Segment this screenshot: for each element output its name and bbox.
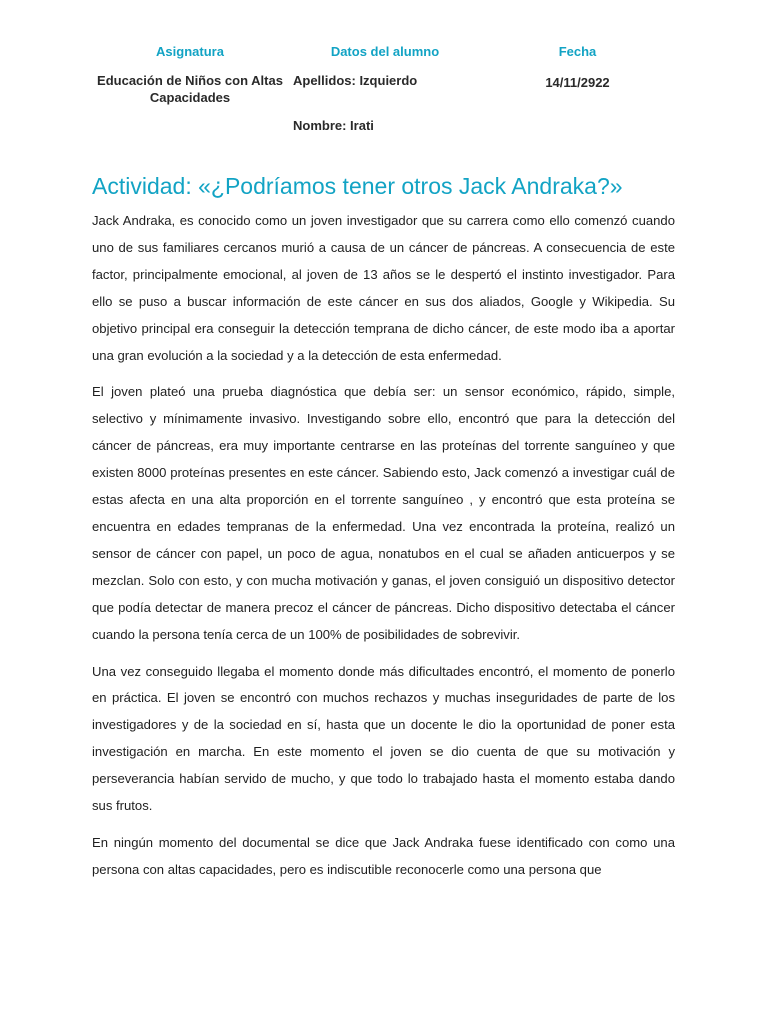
student-surname: Apellidos: Izquierdo — [293, 73, 418, 88]
student-name: Nombre: Irati — [293, 118, 374, 133]
paragraph: Una vez conseguido llegaba el momento donde más dificultades encontró, el momento de ponerlo en práctica. El joven se encontró con muchos rechazos y muchas inseguridades de parte de los investigadores y de la sociedad en sí, hasta que un docente le dio la oportunidad de poner esta investigación en marcha. En este momento el joven se dio cuenta de que su motivación y perseverancia habían servido de mucho, y que todo lo trabajado hasta el momento estaba dando sus frutos. — [92, 663, 675, 814]
subject-value: Educación de Niños con Altas Capacidades — [97, 73, 283, 105]
paragraph: El joven plateó una prueba diagnóstica que debía ser: un sensor económico, rápido, simple, selectivo y mínimamente invasivo. Investigando sobre ello, encontró que para la detección del cáncer de páncreas, era muy importante centrarse en las proteínas del torrente sanguíneo y que existen 8000 proteínas presentes en este cáncer. Sabiendo esto, Jack comenzó a investigar cuál de estas afecta en una alta proporción en el torrente sanguíneo , y encontró que esta proteína se encuentra en edades tempranas de la enfermedad. Una vez encontrada la proteína, realizó un sensor de cáncer con papel, un poco de agua, nonatubos en el cual se añaden anticuerpos y se mezclan. Solo con esto, y con mucha motivación y ganas, el joven consiguió un dispositivo detector que podía detectar de manera precoz el cáncer de páncreas. Dicho dispositivo detectaba el cáncer cuando la persona tenía cerca de un 100% de posibilidades de sobrevivir. — [92, 384, 675, 642]
document-body — [92, 208, 675, 894]
activity-title: Actividad: «¿Podríamos tener otros Jack Andraka?» — [92, 173, 623, 200]
date-label: Fecha — [558, 44, 597, 59]
paragraph: En ningún momento del documental se dice que Jack Andraka fuese identificado con como una persona con altas capacidades, pero es indiscutible reconocerle como una persona que — [92, 834, 675, 877]
subject-label: Asignatura — [156, 44, 224, 59]
paragraph: Jack Andraka, es conocido como un joven investigador que su carrera como ello comenzó cuando uno de sus familiares cercanos murió a causa de un cáncer de páncreas. A consecuencia de este factor, principalmente emocional, al joven de 13 años se le despertó el instinto investigador. Para ello se puso a buscar información de este cáncer en sus dos aliados, Google y Wikipedia. Su objetivo principal era conseguir la detección temprana de dicho cáncer, de este modo iba a aportar una gran evolución a la sociedad y a la detección de esta enfermedad. — [92, 213, 675, 363]
student-data-label: Datos del alumno — [330, 44, 440, 59]
date-value: 14/11/2922 — [545, 75, 610, 90]
